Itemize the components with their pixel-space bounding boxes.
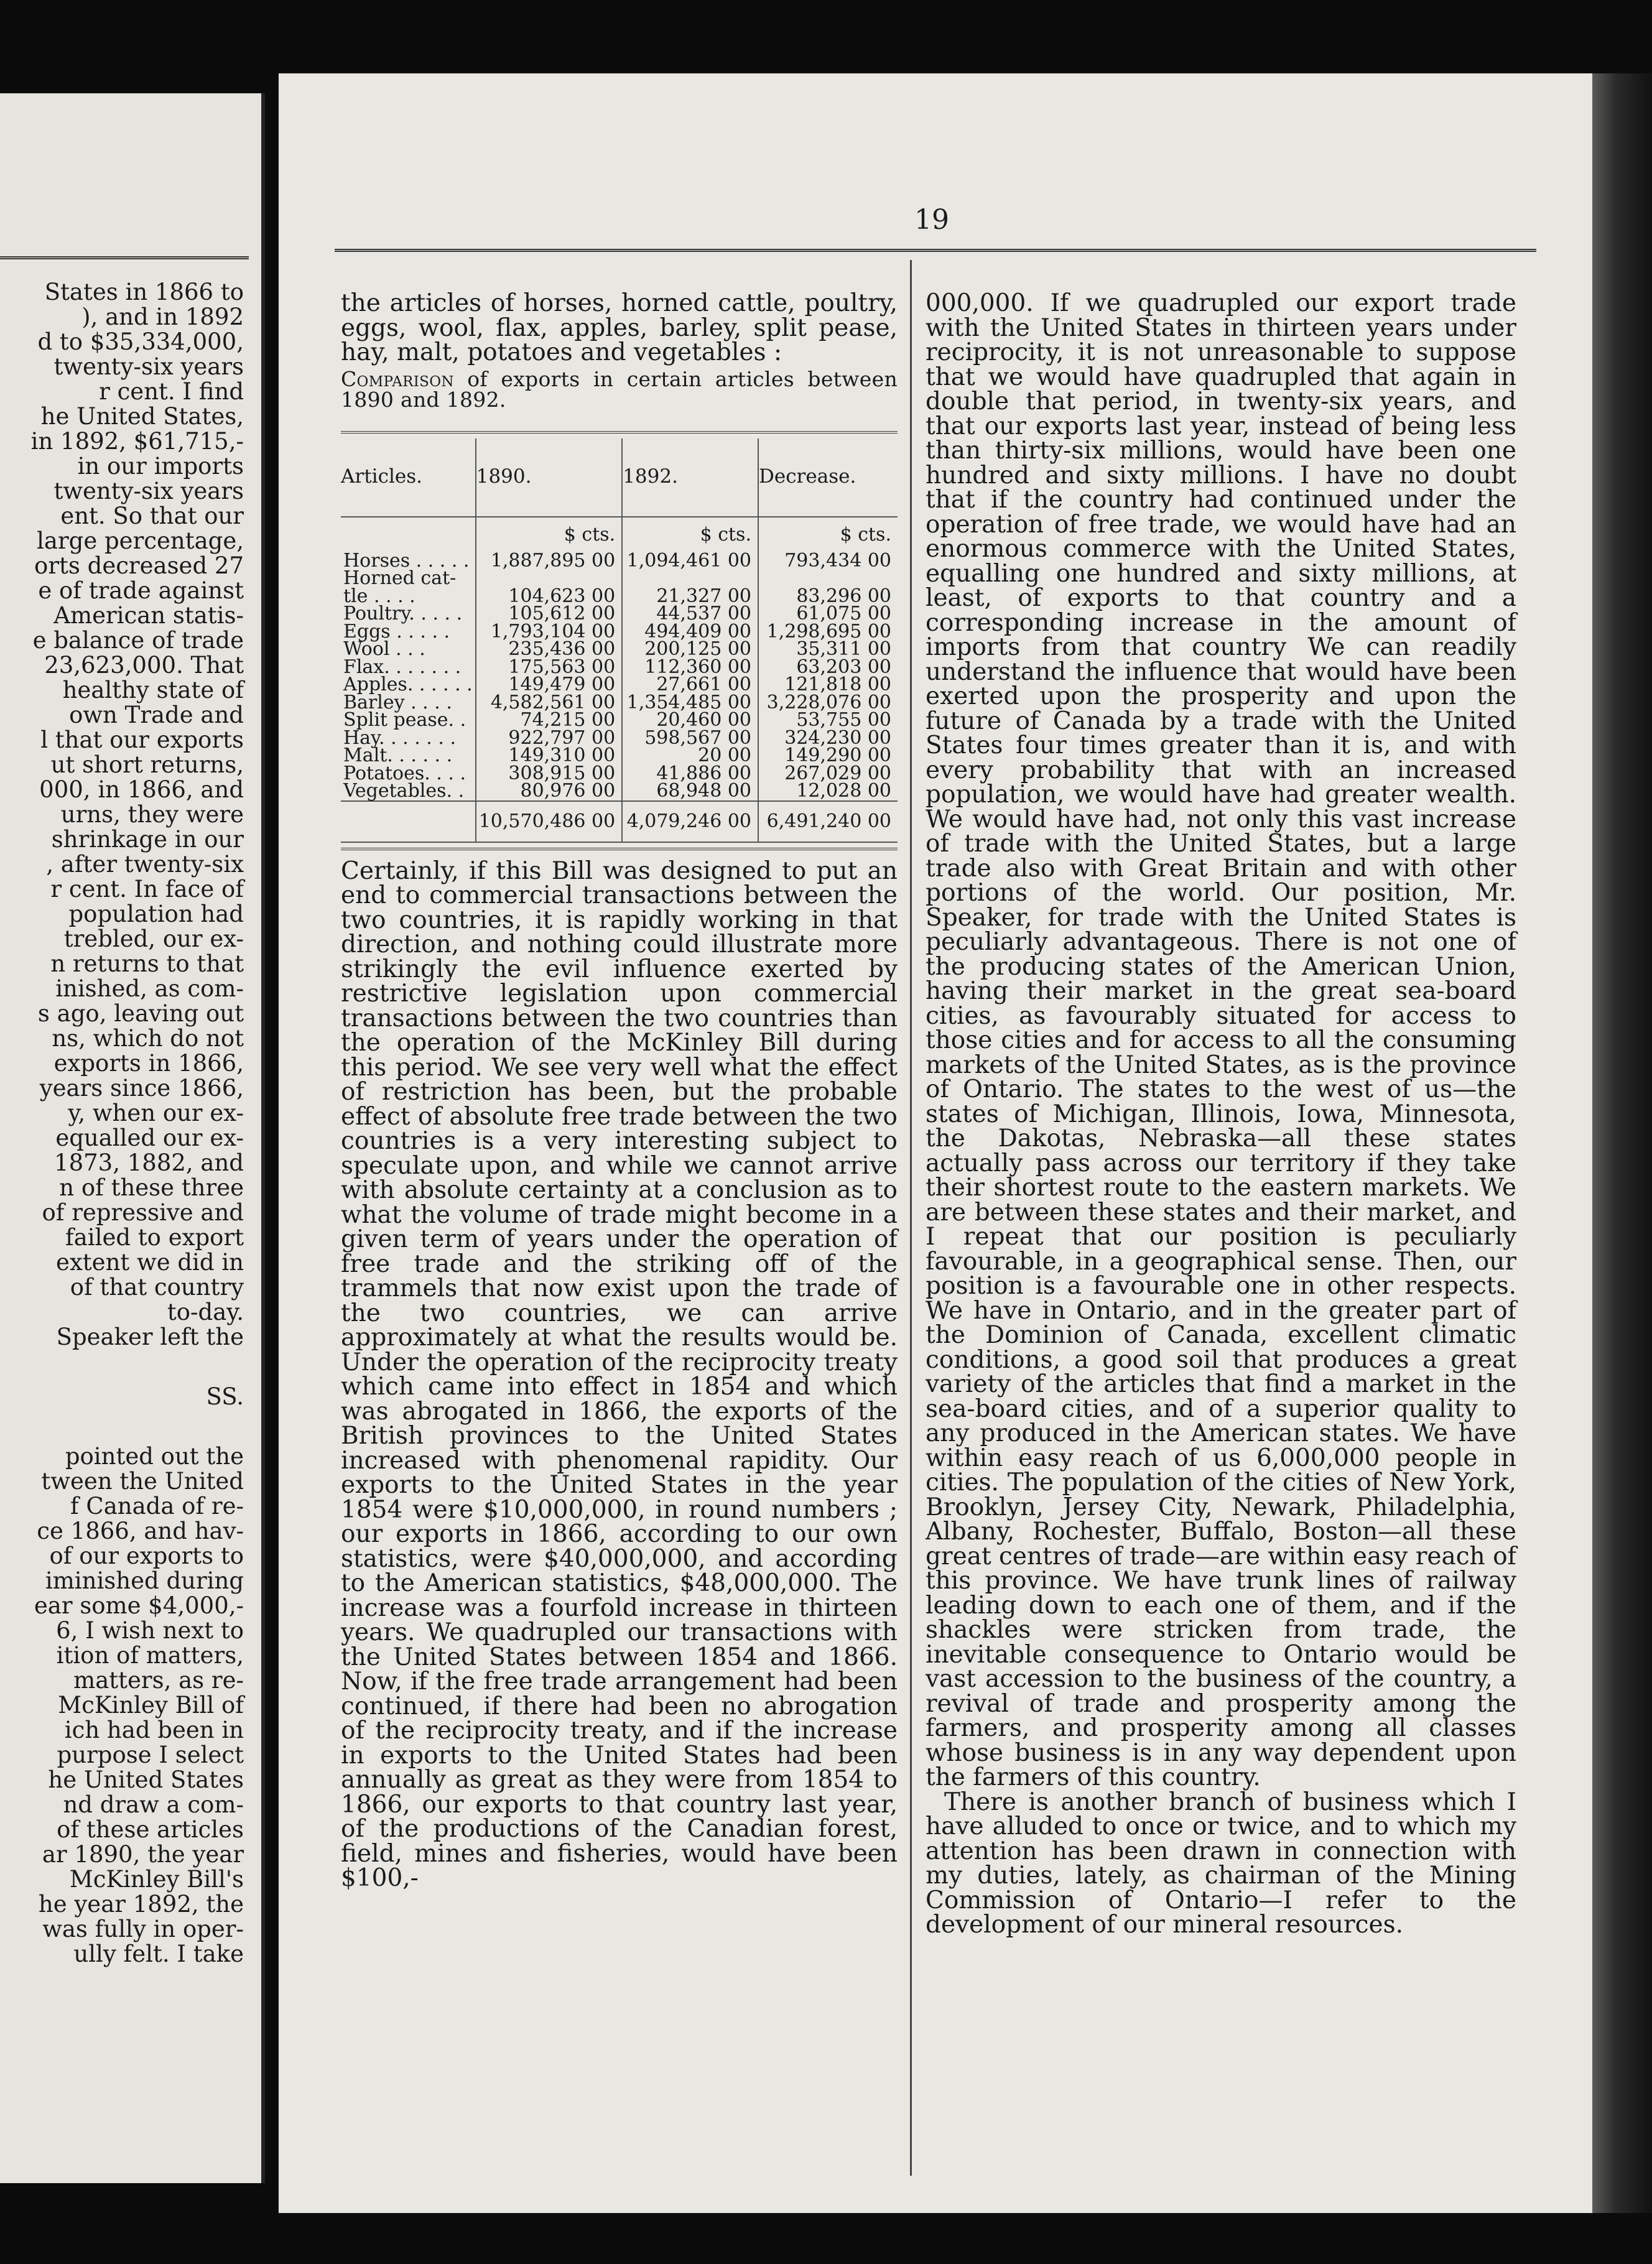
article-cell: Wool . . .: [343, 638, 425, 660]
previous-page-line: inished, as com-: [55, 975, 244, 1002]
article-cell: Flax. . . . . . .: [343, 656, 462, 678]
previous-page-line: pointed out the: [65, 1443, 244, 1470]
previous-page-line: ut short returns,: [50, 751, 244, 778]
previous-page-line: failed to export: [65, 1224, 244, 1251]
previous-page-line: e balance of trade: [32, 627, 244, 654]
table-total-row: [341, 801, 898, 842]
body-paragraph: Certainly, if this Bill was designed to put an end to commercial transactions between the two countries, it is rapidly working in that direction, and nothing could illustrate more strikingly the evil influence exerted by restrictive legislation upon commercial transactions between the two countries than the operation of the McKinley Bill during this period. We see very well what the effect of restriction has been, but the probable effect of absolute free trade between the two countries is a very interesting subject to speculate upon, and while we cannot arrive with absolute certainty at a conclusion as to what the volume of trade might become in a given term of years under the operation of free trade and the striking off of the trammels that now exist upon the trade of the two countries, we can arrive approximately at what the results would be. Under the operation of the reciprocity treaty which came into effect in 1854 and which was abrogated in 1866, the exports of the British provinces to the United States increased with phenomenal rapidity. Our exports to the United States in the year 1854 were $10,000,000, in round numbers ; our exports in 1866, according to our own statistics, were $40,000,000, and according to the American statistics, $48,000,000. The increase was a fourfold increase in thirteen years. We quadrupled our transactions with the United States between 1854 and 1866. Now, if the free trade arrangement had been continued, if there had been no abrogation of the reciprocity treaty, and if the increase in exports to the United States had been annually as great as they were from 1854 to 1866, our exports to that country last year, of the productions of the Canadian forest, field, mines and fisheries, would have been $100,-: [341, 856, 898, 1892]
previous-page-line: [0, 1409, 244, 1444]
previous-page-line: was fully in oper-: [42, 1916, 244, 1942]
column-header-1892: 1892.: [622, 438, 758, 517]
article-cell: tle . . . .: [343, 585, 415, 607]
previous-page-line: of repressive and: [42, 1199, 244, 1226]
total-cell: 6,491,240 00: [758, 801, 898, 842]
previous-page-line: McKinley Bill of: [58, 1692, 244, 1719]
previous-page-column: [0, 280, 255, 1967]
article-cell: Apples. . . . . .: [343, 674, 473, 695]
article-cell: Horses . . . . .: [343, 549, 470, 572]
value-cell: 1,887,895 00: [476, 552, 622, 570]
previous-page-line: ce 1866, and hav-: [37, 1518, 244, 1544]
article-cell: Eggs . . . . .: [343, 620, 450, 643]
value-cell: 35,311 00: [758, 641, 898, 659]
previous-page-line: s ago, leaving out: [37, 1000, 244, 1027]
previous-page-line: own Trade and: [69, 702, 244, 728]
total-cell: 4,079,246 00: [622, 801, 758, 842]
previous-page-line: years since 1866,: [39, 1075, 244, 1102]
previous-page-line: ich had been in: [64, 1717, 244, 1743]
previous-page-line: d to $35,334,000,: [37, 328, 244, 355]
previous-page-line: matters, as re-: [73, 1667, 244, 1694]
previous-page-line: 000, in 1866, and: [39, 776, 244, 803]
value-cell: 1,354,485 00: [622, 694, 758, 712]
previous-page-line: purpose I select: [57, 1742, 244, 1768]
previous-page-line: of these articles: [57, 1816, 244, 1843]
value-cell: 41,886 00: [622, 765, 758, 783]
table-row: [341, 782, 898, 801]
previous-page-line: 6, I wish next to: [56, 1617, 244, 1644]
column-header-1890: 1890.: [476, 438, 622, 517]
previous-page-line: ully felt. I take: [73, 1941, 244, 1967]
total-cell: 10,570,486 00: [476, 801, 622, 842]
table-body: [341, 517, 898, 842]
previous-page-line: [0, 1350, 244, 1385]
page-number: 19: [914, 204, 949, 236]
table-caption-smallcaps: Comparison: [341, 366, 454, 391]
value-cell: 21,327 00: [622, 588, 758, 606]
value-cell: 80,976 00: [476, 782, 622, 801]
previous-page-header-rule: [0, 256, 249, 259]
previous-page-strip: [0, 93, 265, 2183]
previous-page-line: 1873, 1882, and: [54, 1149, 244, 1176]
value-cell: 200,125 00: [622, 641, 758, 659]
value-cell: 112,360 00: [622, 659, 758, 677]
previous-page-line: ear some $4,000,-: [34, 1592, 244, 1619]
previous-page-line: n of these three: [59, 1174, 244, 1201]
body-paragraph-mineral: There is another branch of business which I have alluded to once or twice, and to which my attention has been drawn in connection with my duties, lately, as chairman of the Mining Commission of Ontario—I refer to the development of our mineral resources.: [926, 1788, 1516, 1939]
unit-cell: $ cts.: [622, 517, 758, 552]
previous-page-line: in our imports: [77, 453, 244, 480]
article-cell: Potatoes. . . .: [343, 762, 466, 784]
value-cell: 793,434 00: [758, 552, 898, 570]
table-unit-row: [341, 517, 898, 552]
previous-page-line: he year 1892, the: [38, 1891, 244, 1918]
previous-page-line: exports in 1866,: [53, 1050, 244, 1077]
value-cell: 61,075 00: [758, 605, 898, 623]
body-paragraph-continued: 000,000. If we quadrupled our export trade with the United States in thirteen years under reciprocity, it is not unreasonable to suppose that we would have quadrupled that again in double that period, in twenty-six years, and that our exports last year, instead of being less than thirty-six millions, would have been one hundred and sixty millions. I have no doubt that if the country had continued under the operation of free trade, we would have had an enormous commerce with the United States, equalling one hundred and sixty millions, at least, of exports to that country and a corresponding increase in the amount of imports from that country We can readily understand the influence that would have been exerted upon the prosperity and upon the future of Canada by a trade with the United States four times greater than it is, and with every probability that with an increased population, we would have had greater wealth. We would have had, not only this vast increase of trade with the United States, but a large trade also with Great Britain and with other portions of the world. Our position, Mr. Speaker, for trade with the United States is peculiarly advantageous. There is not one of the producing states of the American Union, having their market in the great sea-board cities, as favourably situated for access to those cities and for access to all the consuming markets of the United States, as is the province of Ontario. The states to the west of us—the states of Michigan, Illinois, Iowa, Minnesota, the Dakotas, Nebraska—all these states actually pass across our territory if they take their shortest route to the eastern markets. We are between these states and their market, and I repeat that our position is peculiarly favourable, in a geographical sense. Then, our position is a favourable one in other respects. We have in Ontario, and in the greater part of the Dominion of Canada, excellent climatic conditions, a good soil that produces a great variety of the articles that find a market in the sea-board cities, and of a superior quality to any produced in the American states. We have within easy reach of us 6,000,000 people in cities. The population of the cities of New York, Brooklyn, Jersey City, Newark, Philadelphia, Albany, Rochester, Buffalo, Boston—all these great centres of trade—are within easy reach of this province. We have trunk lines of railway leading down to each one of them, and if the shackles were stricken from trade, the inevitable consequence to Ontario would be vast accession to the business of the country, a revival of trade and prosperity among the farmers, and prosperity among all classes whose business is in any way dependent upon the farmers of this country.: [926, 289, 1516, 1791]
value-cell: 235,436 00: [476, 641, 622, 659]
previous-page-line: trebled, our ex-: [63, 926, 244, 952]
value-cell: 83,296 00: [758, 588, 898, 606]
previous-page-line: ition of matters,: [56, 1642, 244, 1669]
previous-page-line: 23,623,000. That: [44, 652, 244, 679]
previous-page-line: of our exports to: [49, 1543, 244, 1569]
value-cell: 4,582,561 00: [476, 694, 622, 712]
value-cell: 149,290 00: [758, 747, 898, 765]
value-cell: 308,915 00: [476, 765, 622, 783]
value-cell: 1,094,461 00: [622, 552, 758, 570]
previous-page-line: r cent. In face of: [50, 876, 244, 902]
previous-page-line: American statis-: [53, 602, 244, 629]
previous-page-line: he United States,: [40, 403, 244, 430]
value-cell: 74,215 00: [476, 712, 622, 730]
left-column: [341, 291, 898, 1891]
value-cell: 175,563 00: [476, 659, 622, 677]
right-column: [926, 291, 1516, 1937]
article-cell: Malt. . . . . .: [343, 745, 453, 766]
previous-page-line: ), and in 1892: [81, 304, 244, 330]
intro-paragraph: the articles of horses, horned cattle, poultry, eggs, wool, flax, apples, barley, split pease, hay, malt, potatoes and vegetables :: [341, 289, 898, 366]
value-cell: 105,612 00: [476, 605, 622, 623]
previous-page-line: population had: [68, 901, 244, 927]
value-cell: 20 00: [622, 747, 758, 765]
previous-page-line: nd draw a com-: [63, 1791, 244, 1818]
previous-page-line: extent we did in: [56, 1249, 244, 1276]
previous-page-line: y, when our ex-: [68, 1100, 244, 1126]
value-cell: 494,409 00: [622, 623, 758, 641]
previous-page-line: twenty-six years: [53, 353, 244, 380]
previous-page-line: McKinley Bill's: [69, 1866, 244, 1893]
previous-page-line: twenty-six years: [53, 478, 244, 504]
previous-page-line: healthy state of: [62, 677, 244, 703]
previous-page-line: States in 1866 to: [44, 279, 244, 305]
table-header-row: [341, 438, 898, 517]
value-cell: 922,797 00: [476, 730, 622, 748]
previous-page-line: ar 1890, the year: [42, 1841, 244, 1868]
previous-page-line: orts decreased 27: [34, 552, 244, 579]
column-divider: [910, 260, 912, 2176]
value-cell: 68,948 00: [622, 782, 758, 801]
table-caption-text: of exports in certain articles between 1890 and 1892.: [341, 366, 898, 412]
table-caption: [341, 366, 898, 412]
previous-page-line: ns, which do not: [52, 1025, 244, 1052]
value-cell: 20,460 00: [622, 712, 758, 730]
article-cell: Split pease. .: [343, 709, 466, 731]
article-cell: Vegetables. .: [343, 780, 465, 802]
previous-page-line: l that our exports: [40, 726, 244, 753]
unit-cell: $ cts.: [476, 517, 622, 552]
previous-page-line: ent. So that our: [60, 503, 244, 529]
previous-page-line: iminished during: [45, 1567, 244, 1594]
previous-page-line: SS.: [206, 1383, 244, 1410]
previous-page-line: e of trade against: [38, 577, 244, 604]
column-header-articles: Articles.: [341, 438, 476, 517]
previous-page-line: large percentage,: [37, 527, 244, 554]
article-cell: Hay. . . . . . .: [343, 726, 456, 749]
unit-cell: $ cts.: [758, 517, 898, 552]
document-page: [279, 73, 1592, 2213]
previous-page-line: n returns to that: [50, 950, 244, 977]
table-bottom-rule: [341, 848, 898, 850]
value-cell: 267,029 00: [758, 765, 898, 783]
page-edge: [1592, 73, 1652, 2213]
value-cell: 44,537 00: [622, 605, 758, 623]
value-cell: 1,793,104 00: [476, 623, 622, 641]
previous-page-line: equalled our ex-: [55, 1125, 244, 1151]
total-cell: [341, 801, 476, 842]
exports-comparison-table: [341, 431, 898, 843]
unit-cell: [341, 517, 476, 552]
article-cell: Poultry. . . . .: [343, 603, 463, 624]
previous-page-line: urns, they were: [60, 801, 244, 828]
value-cell: 104,623 00: [476, 588, 622, 606]
article-cell: Horned cat-: [343, 567, 457, 589]
value-cell: 27,661 00: [622, 676, 758, 694]
article-cell: Barley . . . .: [343, 691, 452, 713]
value-cell: 53,755 00: [758, 712, 898, 730]
previous-page-line: in 1892, $61,715,-: [30, 428, 244, 455]
previous-page-line: , after twenty-six: [46, 851, 244, 878]
previous-page-line: of that country: [70, 1274, 244, 1301]
value-cell: 149,479 00: [476, 676, 622, 694]
value-cell: 63,203 00: [758, 659, 898, 677]
previous-page-line: Speaker left the: [56, 1324, 244, 1350]
previous-page-line: he United States: [48, 1766, 244, 1793]
previous-page-line: to-day.: [167, 1299, 244, 1325]
previous-page-line: f Canada of re-: [70, 1493, 244, 1519]
value-cell: 1,298,695 00: [758, 623, 898, 641]
value-cell: 598,567 00: [622, 730, 758, 748]
header-rule: [335, 249, 1536, 252]
column-header-decrease: Decrease.: [758, 438, 898, 517]
value-cell: 121,818 00: [758, 676, 898, 694]
value-cell: 149,310 00: [476, 747, 622, 765]
value-cell: 3,228,076 00: [758, 694, 898, 712]
previous-page-line: r cent. I find: [99, 378, 244, 405]
value-cell: 324,230 00: [758, 730, 898, 748]
previous-page-line: shrinkage in our: [51, 826, 244, 853]
value-cell: 12,028 00: [758, 782, 898, 801]
previous-page-line: tween the United: [41, 1468, 244, 1495]
